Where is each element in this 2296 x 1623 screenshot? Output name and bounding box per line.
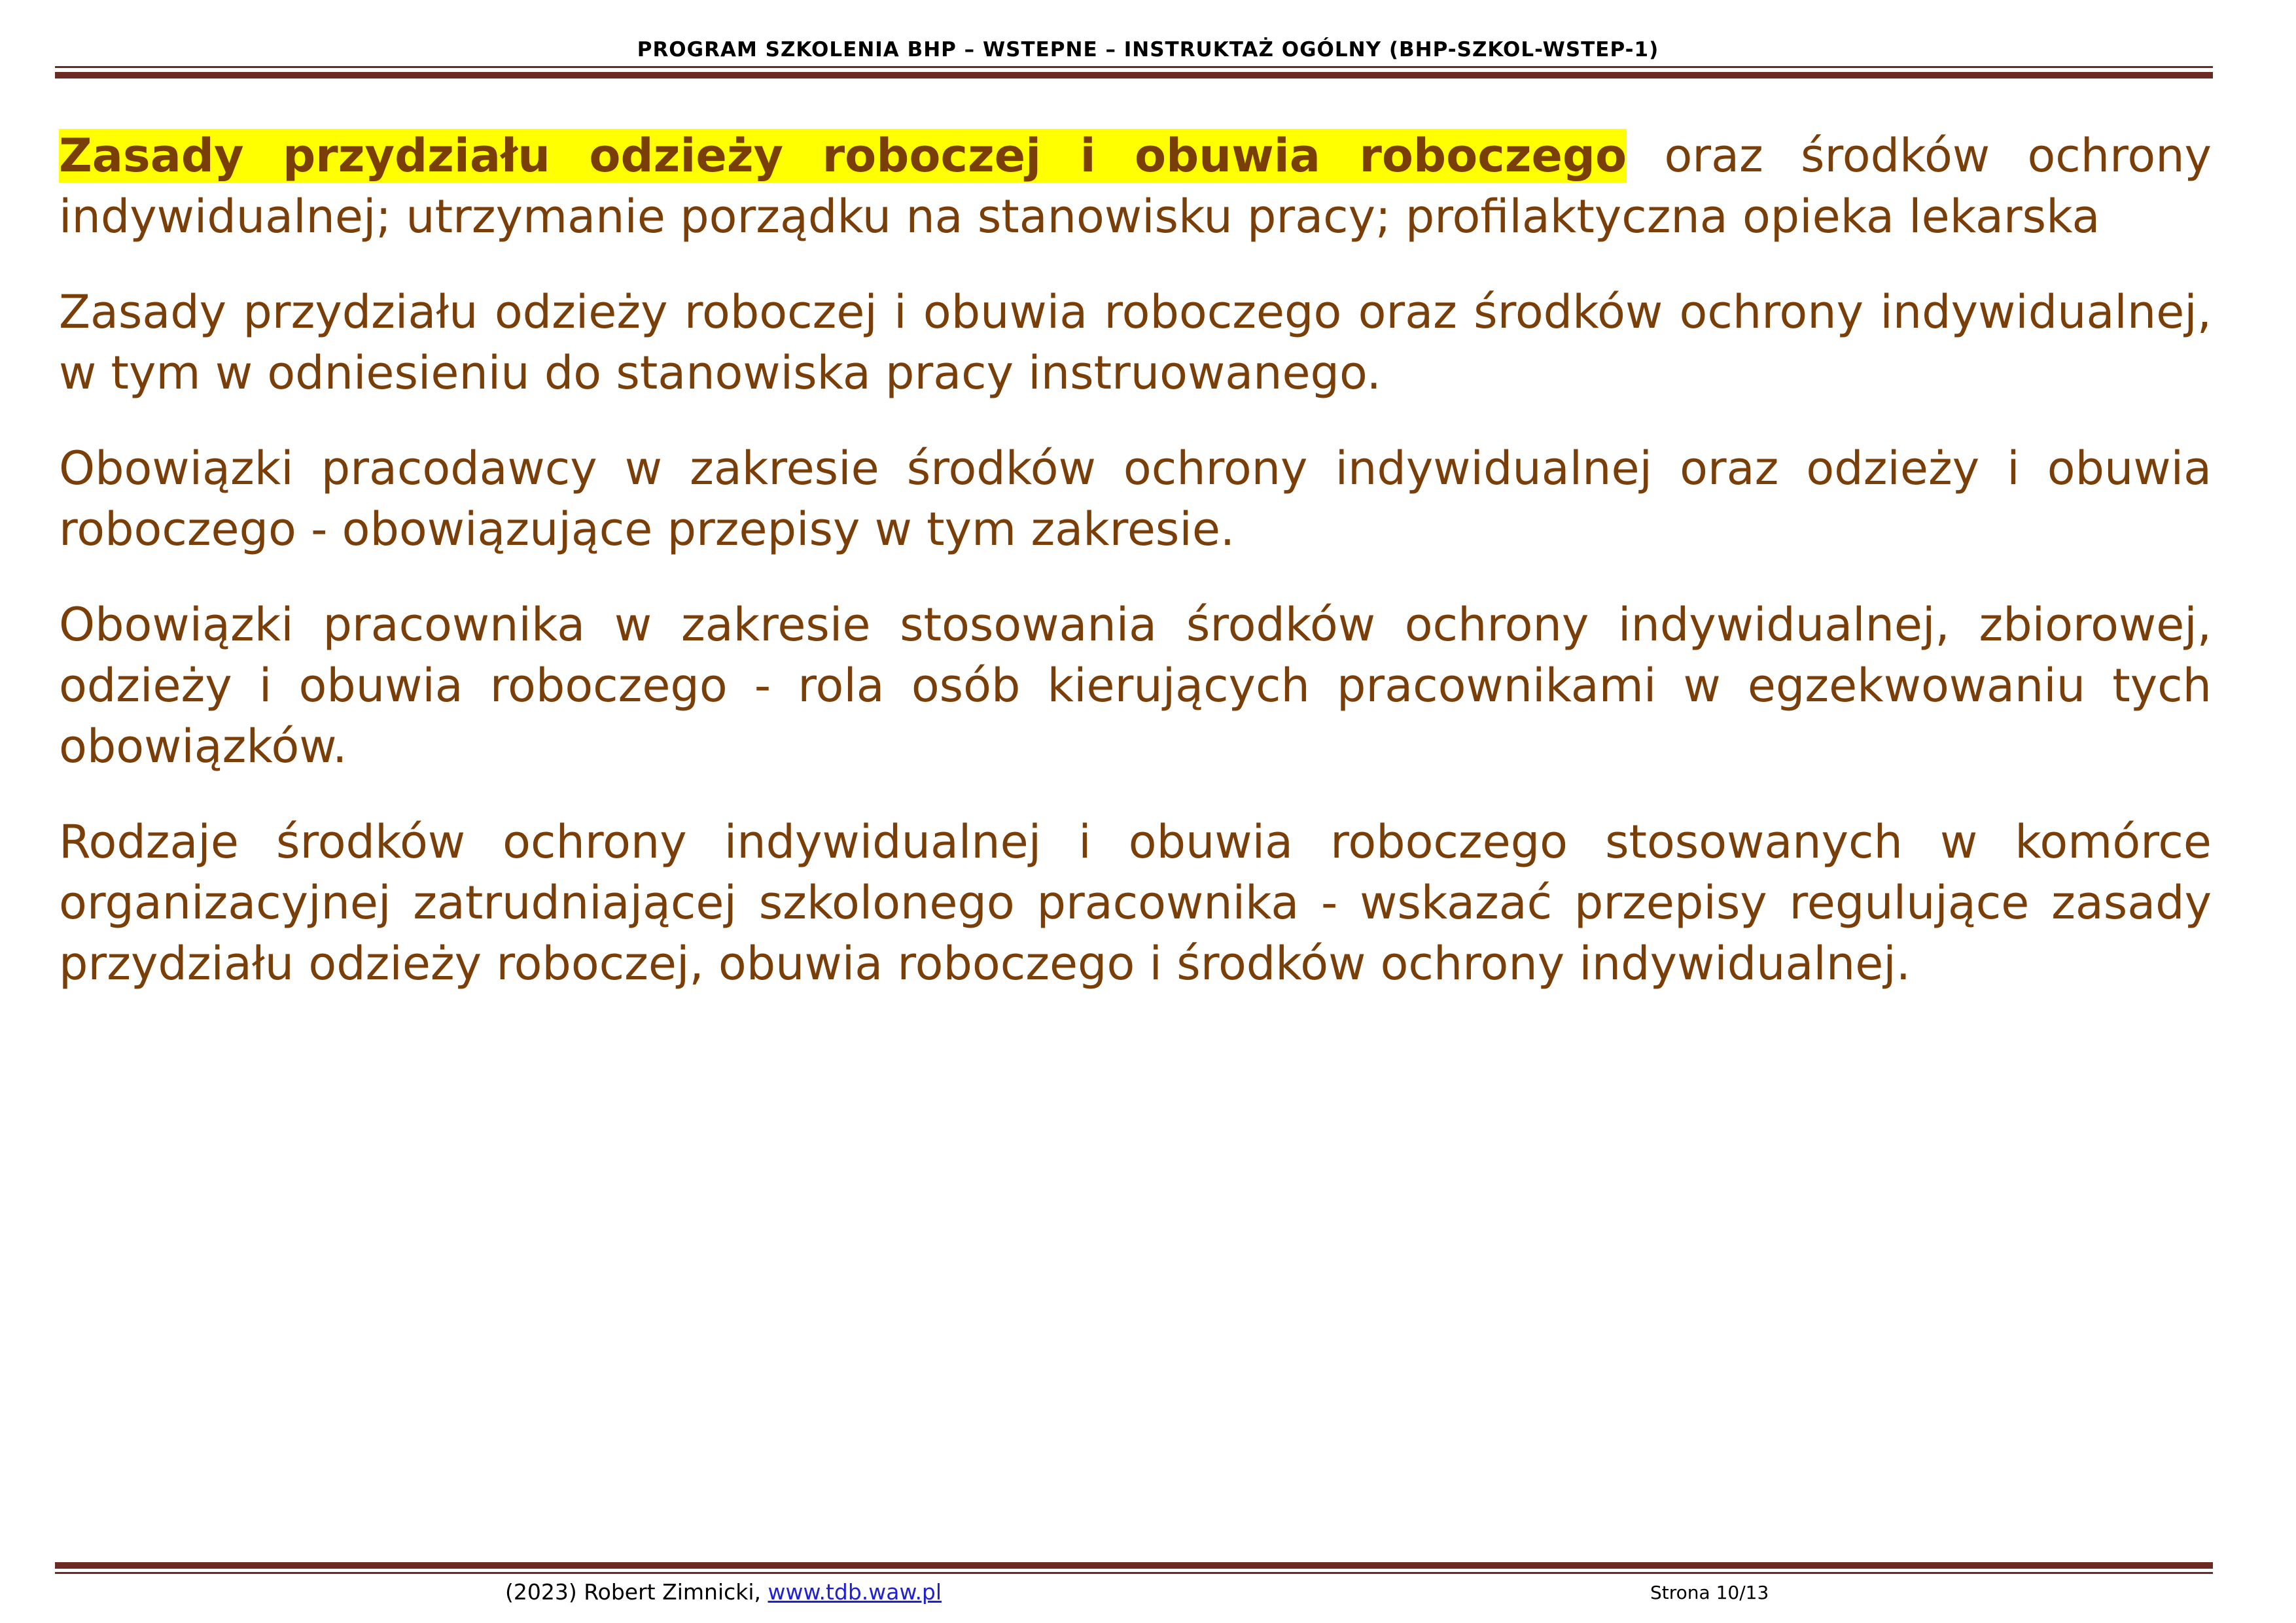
footer-rule-thin bbox=[55, 1572, 2213, 1574]
paragraph-4: Rodzaje środków ochrony indywidualnej i obuwia roboczego stosowanych w komórce organizacyjnej zatrudniającej szkolonego pracownika - wskazać przepisy regulujące zasady przydziału odzieży roboczej, obuwia roboczego i środków ochrony indywidualnej. bbox=[59, 815, 2212, 990]
paragraph-1: Zasady przydziału odzieży roboczej i obuwia roboczego oraz środków ochrony indywidualnej, w tym w odniesieniu do stanowiska pracy instruowanego. bbox=[59, 285, 2212, 400]
heading-highlight: Zasady przydziału odzieży roboczej i obuwia roboczego bbox=[59, 129, 1627, 183]
footer-rule-thick bbox=[55, 1562, 2213, 1569]
footer-website-link[interactable]: www.tdb.waw.pl bbox=[768, 1579, 942, 1605]
paragraph-2: Obowiązki pracodawcy w zakresie środków ochrony indywidualnej oraz odzieży i obuwia roboczego - obowiązujące przepisy w tym zakresie. bbox=[59, 442, 2212, 556]
document-header-title: PROGRAM SZKOLENIA BHP – WSTEPNE – INSTRUKTAŻ OGÓLNY (BHP-SZKOL-WSTEP-1) bbox=[637, 38, 1659, 61]
document-body bbox=[59, 126, 2212, 1029]
footer-author bbox=[505, 1579, 942, 1605]
header-rule-thin bbox=[55, 66, 2213, 68]
section-heading bbox=[59, 126, 2212, 247]
footer-author-text: (2023) Robert Zimnicki, bbox=[505, 1579, 768, 1605]
heading-rest: oraz środków ochrony indywidualnej; utrzymanie porządku na stanowisku pracy; profilaktyczna opieka lekarska bbox=[59, 129, 2212, 243]
page-number: Strona 10/13 bbox=[1650, 1582, 1769, 1603]
header-rule-thick bbox=[55, 72, 2213, 79]
paragraph-3: Obowiązki pracownika w zakresie stosowania środków ochrony indywidualnej, zbiorowej, odzieży i obuwia roboczego - rola osób kierujących pracownikami w egzekwowaniu tych obowiązków. bbox=[59, 598, 2212, 773]
